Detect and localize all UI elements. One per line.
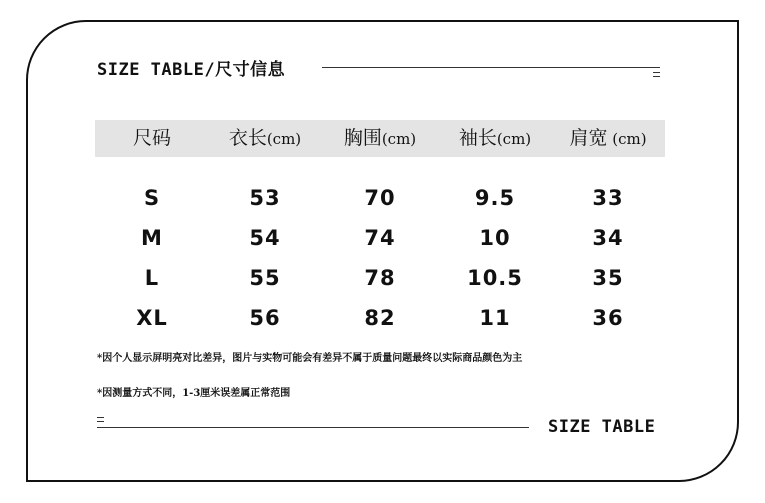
header-unit: (cm) bbox=[607, 130, 647, 148]
sleeve-cell: 11 bbox=[479, 306, 511, 330]
header-label: 袖长 bbox=[458, 127, 497, 149]
shoulder-cell: 36 bbox=[592, 306, 624, 330]
size-cell: XL bbox=[136, 306, 168, 330]
header-unit: (cm) bbox=[266, 130, 302, 148]
header-label: 肩宽 bbox=[569, 127, 608, 149]
header-sleeve bbox=[440, 120, 550, 157]
sleeve-cell: 10.5 bbox=[467, 266, 523, 290]
length-cell: 56 bbox=[249, 306, 281, 330]
header-label: 尺码 bbox=[132, 127, 171, 149]
footer-rule-start-mark bbox=[97, 417, 104, 422]
header-unit: (cm) bbox=[496, 130, 532, 148]
sleeve-cell: 10 bbox=[479, 226, 511, 250]
table-row bbox=[0, 258, 765, 298]
length-cell: 54 bbox=[249, 226, 281, 250]
footer-rule bbox=[97, 427, 529, 428]
title-rule-end-mark bbox=[653, 72, 660, 77]
size-cell: L bbox=[144, 266, 160, 290]
header-unit: (cm) bbox=[381, 130, 417, 148]
sleeve-cell: 9.5 bbox=[474, 186, 516, 210]
header-shoulder bbox=[553, 120, 663, 157]
color-difference-note: *因个人显示屏明亮对比差异，图片与实物可能会有差异不属于质量问题最终以实际商品颜色为主 bbox=[97, 353, 523, 364]
size-cell: M bbox=[141, 226, 163, 250]
title-rule bbox=[322, 67, 660, 68]
shoulder-cell: 33 bbox=[592, 186, 624, 210]
table-row bbox=[0, 218, 765, 258]
chest-cell: 82 bbox=[364, 306, 396, 330]
measurement-error-note: *因测量方式不同，1-3厘米误差属正常范围 bbox=[97, 388, 291, 399]
chest-cell: 70 bbox=[364, 186, 396, 210]
table-row bbox=[0, 298, 765, 338]
table-row bbox=[0, 178, 765, 218]
size-cell: S bbox=[143, 186, 161, 210]
header-label: 衣长 bbox=[228, 127, 267, 149]
header-label: 胸围 bbox=[343, 127, 382, 149]
header-size bbox=[100, 120, 204, 157]
header-length bbox=[210, 120, 320, 157]
header-chest bbox=[325, 120, 435, 157]
footer-title: SIZE TABLE bbox=[548, 417, 656, 437]
chest-cell: 78 bbox=[364, 266, 396, 290]
length-cell: 53 bbox=[249, 186, 281, 210]
page-title: SIZE TABLE/尺寸信息 bbox=[97, 60, 286, 80]
length-cell: 55 bbox=[249, 266, 281, 290]
shoulder-cell: 35 bbox=[592, 266, 624, 290]
shoulder-cell: 34 bbox=[592, 226, 624, 250]
chest-cell: 74 bbox=[364, 226, 396, 250]
